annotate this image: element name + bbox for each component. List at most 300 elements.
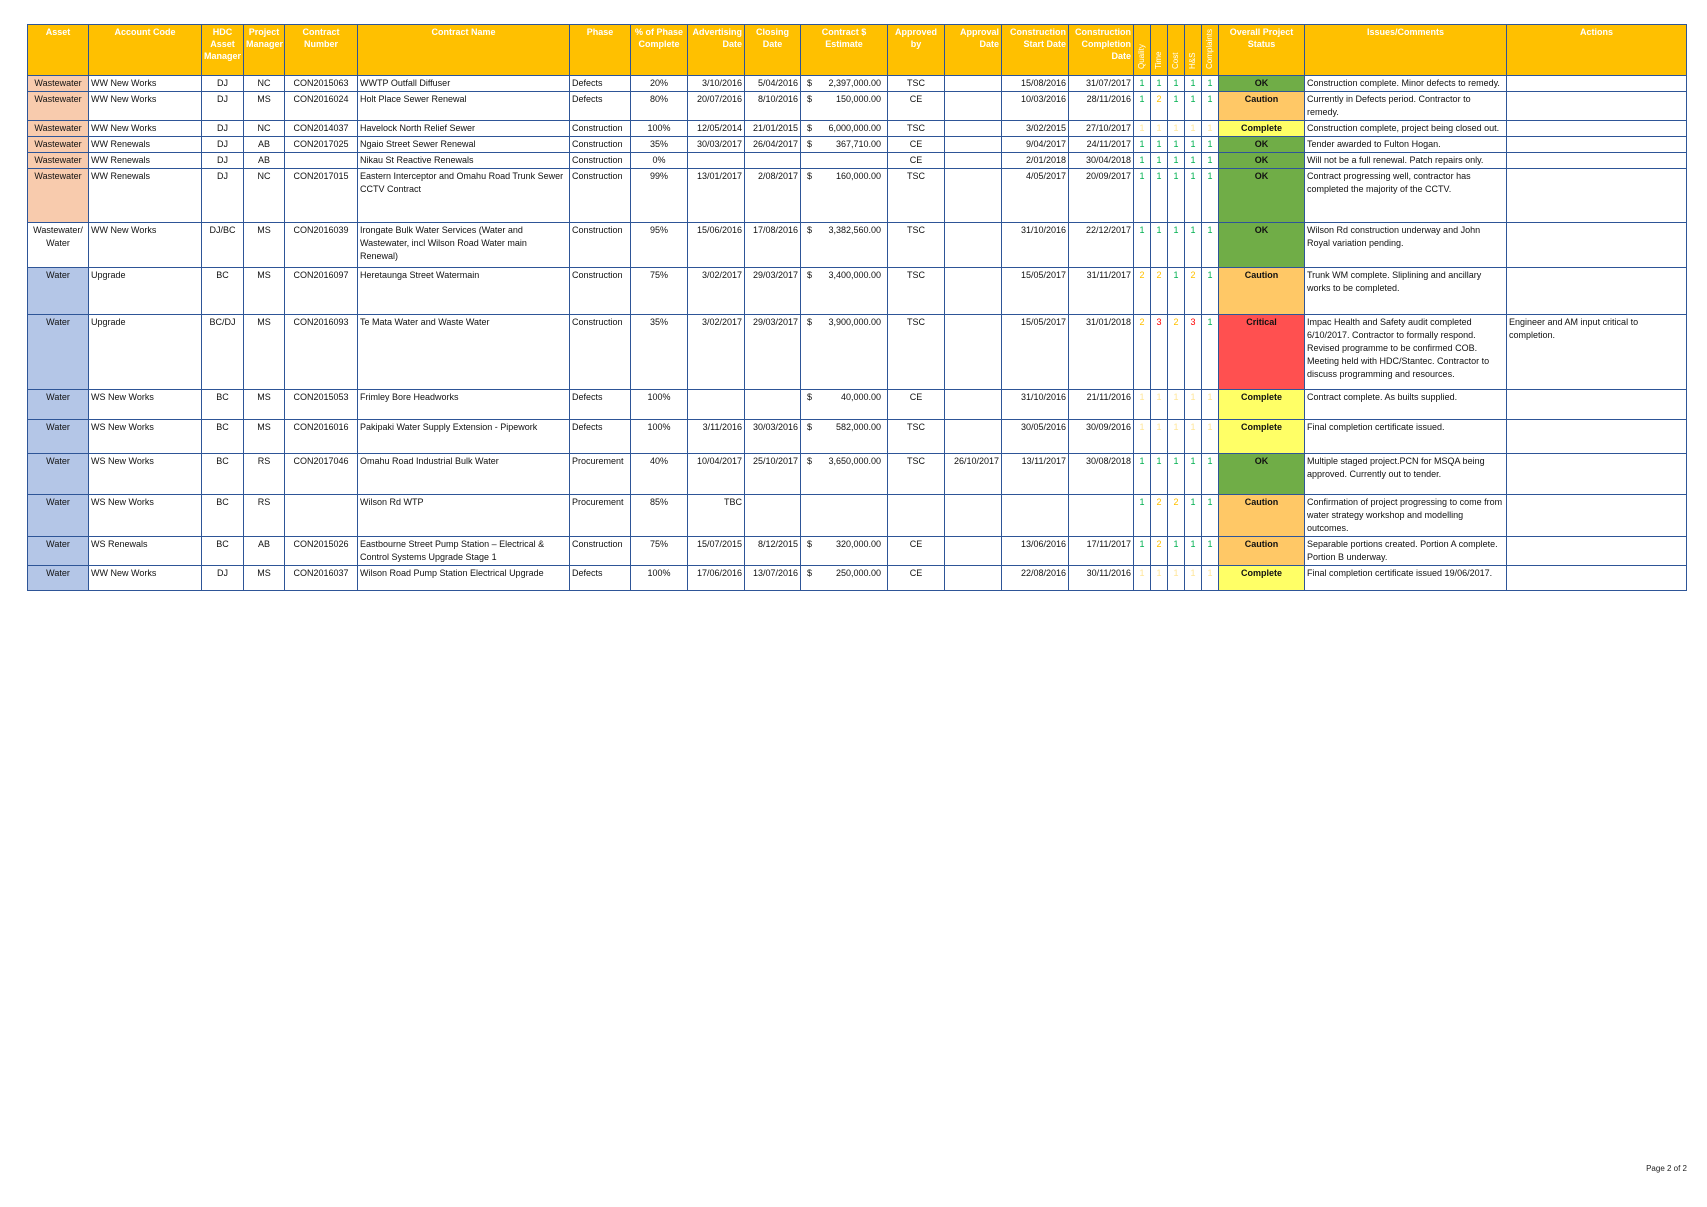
cell-issues: Wilson Rd construction underway and John Royal variation pending. <box>1305 223 1507 268</box>
col-contract-number: Contract Number <box>285 25 358 76</box>
cell-issues: Currently in Defects period. Contractor to remedy. <box>1305 92 1507 121</box>
cell-actions <box>1507 223 1687 268</box>
cell-construction-start: 9/04/2017 <box>1002 137 1069 153</box>
col-pct-complete: % of Phase Complete <box>631 25 688 76</box>
cell-construction-completion: 31/01/2018 <box>1069 315 1134 390</box>
cell-contract-estimate <box>801 153 888 169</box>
cell-advertising-date: 3/11/2016 <box>688 420 745 454</box>
cell-approval-date <box>945 169 1002 223</box>
rating-quality: 1 <box>1134 390 1151 420</box>
cell-phase: Construction <box>570 169 631 223</box>
rating-time: 1 <box>1151 153 1168 169</box>
cell-approved-by: TSC <box>888 76 945 92</box>
col-quality: Quality <box>1134 25 1151 76</box>
cell-asset: Wastewater <box>28 137 89 153</box>
rating-time: 1 <box>1151 420 1168 454</box>
cell-issues: Separable portions created. Portion A complete. Portion B underway. <box>1305 537 1507 566</box>
currency-symbol: $ <box>807 171 813 181</box>
rating-quality: 1 <box>1134 420 1151 454</box>
cell-approval-date <box>945 268 1002 315</box>
cell-contract-name: Omahu Road Industrial Bulk Water <box>358 454 570 495</box>
cell-asset: Wastewater <box>28 121 89 137</box>
currency-symbol: $ <box>807 456 813 466</box>
cell-approval-date <box>945 76 1002 92</box>
cell-contract-estimate <box>801 420 888 454</box>
cell-contract-name: Holt Place Sewer Renewal <box>358 92 570 121</box>
rating-time: 1 <box>1151 223 1168 268</box>
rating-complaints: 1 <box>1202 268 1219 315</box>
col-asset: Asset <box>28 25 89 76</box>
rating-cost: 1 <box>1168 223 1185 268</box>
cell-approval-date <box>945 315 1002 390</box>
rating-time: 3 <box>1151 315 1168 390</box>
rating-hs: 1 <box>1185 121 1202 137</box>
rating-complaints: 1 <box>1202 495 1219 537</box>
cell-hdc-asset-manager: BC/DJ <box>202 315 244 390</box>
table-row <box>28 454 1687 495</box>
col-contract-estimate: Contract $ Estimate <box>801 25 888 76</box>
cell-closing-date: 8/10/2016 <box>745 92 801 121</box>
cell-approval-date <box>945 495 1002 537</box>
cell-advertising-date: 15/07/2015 <box>688 537 745 566</box>
cell-construction-start: 22/08/2016 <box>1002 566 1069 591</box>
cell-pct-complete: 0% <box>631 153 688 169</box>
rating-time: 2 <box>1151 268 1168 315</box>
status-badge: Complete <box>1219 390 1305 420</box>
cell-issues: Construction complete, project being closed out. <box>1305 121 1507 137</box>
cell-asset: Wastewater <box>28 153 89 169</box>
rating-time: 1 <box>1151 137 1168 153</box>
rating-quality: 1 <box>1134 76 1151 92</box>
cell-contract-number: CON2016037 <box>285 566 358 591</box>
rating-cost: 1 <box>1168 121 1185 137</box>
cell-closing-date <box>745 153 801 169</box>
rating-quality: 1 <box>1134 121 1151 137</box>
cell-hdc-asset-manager: DJ/BC <box>202 223 244 268</box>
rating-quality: 1 <box>1134 169 1151 223</box>
cell-asset: Water <box>28 390 89 420</box>
estimate-value: 250,000.00 <box>835 568 881 578</box>
rating-cost: 1 <box>1168 537 1185 566</box>
cell-contract-number: CON2016016 <box>285 420 358 454</box>
cell-account-code: WW Renewals <box>89 153 202 169</box>
cell-contract-name: Eastbourne Street Pump Station – Electrical & Control Systems Upgrade Stage 1 <box>358 537 570 566</box>
cell-contract-name: Eastern Interceptor and Omahu Road Trunk Sewer CCTV Contract <box>358 169 570 223</box>
cell-actions <box>1507 566 1687 591</box>
status-badge: OK <box>1219 169 1305 223</box>
cell-phase: Construction <box>570 153 631 169</box>
cell-account-code: WW New Works <box>89 76 202 92</box>
cell-account-code: Upgrade <box>89 268 202 315</box>
cell-closing-date <box>745 495 801 537</box>
currency-symbol: $ <box>807 422 813 432</box>
rating-time: 1 <box>1151 169 1168 223</box>
cell-contract-name: Te Mata Water and Waste Water <box>358 315 570 390</box>
status-badge: Complete <box>1219 420 1305 454</box>
cell-approved-by: CE <box>888 92 945 121</box>
cell-project-manager: MS <box>244 420 285 454</box>
header-row <box>28 25 1687 76</box>
cell-construction-completion: 22/12/2017 <box>1069 223 1134 268</box>
cell-actions <box>1507 153 1687 169</box>
rating-cost: 1 <box>1168 153 1185 169</box>
currency-symbol: $ <box>807 317 813 327</box>
cell-construction-start: 15/05/2017 <box>1002 315 1069 390</box>
col-account-code: Account Code <box>89 25 202 76</box>
cell-closing-date: 8/12/2015 <box>745 537 801 566</box>
cell-account-code: WS New Works <box>89 454 202 495</box>
currency-symbol: $ <box>807 123 813 133</box>
cell-construction-completion: 30/08/2018 <box>1069 454 1134 495</box>
cell-actions: Engineer and AM input critical to completion. <box>1507 315 1687 390</box>
cell-contract-number: CON2016024 <box>285 92 358 121</box>
estimate-value: 2,397,000.00 <box>828 78 881 88</box>
cell-asset: Wastewater <box>28 169 89 223</box>
cell-account-code: WS New Works <box>89 390 202 420</box>
cell-pct-complete: 95% <box>631 223 688 268</box>
status-badge: OK <box>1219 76 1305 92</box>
cell-project-manager: MS <box>244 390 285 420</box>
cell-project-manager: RS <box>244 495 285 537</box>
col-closing-date: Closing Date <box>745 25 801 76</box>
cell-issues: Contract progressing well, contractor has completed the majority of the CCTV. <box>1305 169 1507 223</box>
table-row <box>28 315 1687 390</box>
cell-account-code: WS New Works <box>89 495 202 537</box>
table-row <box>28 495 1687 537</box>
cell-contract-estimate <box>801 169 888 223</box>
cell-hdc-asset-manager: DJ <box>202 566 244 591</box>
cell-pct-complete: 100% <box>631 566 688 591</box>
cell-approved-by: CE <box>888 566 945 591</box>
cell-account-code: WW New Works <box>89 223 202 268</box>
cell-construction-start: 30/05/2016 <box>1002 420 1069 454</box>
cell-approval-date <box>945 153 1002 169</box>
estimate-value: 40,000.00 <box>840 392 881 402</box>
cell-hdc-asset-manager: BC <box>202 495 244 537</box>
cell-contract-estimate <box>801 454 888 495</box>
cell-issues: Final completion certificate issued. <box>1305 420 1507 454</box>
cell-pct-complete: 40% <box>631 454 688 495</box>
cell-asset: Water <box>28 315 89 390</box>
cell-contract-name: WWTP Outfall Diffuser <box>358 76 570 92</box>
rating-complaints: 1 <box>1202 315 1219 390</box>
cell-project-manager: NC <box>244 169 285 223</box>
cell-advertising-date: 3/02/2017 <box>688 268 745 315</box>
cell-pct-complete: 100% <box>631 390 688 420</box>
cell-contract-number: CON2016093 <box>285 315 358 390</box>
cell-pct-complete: 75% <box>631 268 688 315</box>
rating-complaints: 1 <box>1202 76 1219 92</box>
cell-approved-by: CE <box>888 153 945 169</box>
table-row <box>28 268 1687 315</box>
cell-pct-complete: 20% <box>631 76 688 92</box>
col-phase: Phase <box>570 25 631 76</box>
col-project-manager: Project Manager <box>244 25 285 76</box>
rating-cost: 2 <box>1168 495 1185 537</box>
rating-cost: 1 <box>1168 137 1185 153</box>
rating-quality: 2 <box>1134 315 1151 390</box>
cell-closing-date: 2/08/2017 <box>745 169 801 223</box>
rating-complaints: 1 <box>1202 420 1219 454</box>
cell-advertising-date: 12/05/2014 <box>688 121 745 137</box>
cell-actions <box>1507 121 1687 137</box>
rating-complaints: 1 <box>1202 223 1219 268</box>
cell-account-code: WW New Works <box>89 121 202 137</box>
cell-contract-estimate <box>801 121 888 137</box>
rating-cost: 1 <box>1168 92 1185 121</box>
status-badge: Caution <box>1219 92 1305 121</box>
cell-approval-date <box>945 537 1002 566</box>
table-row <box>28 169 1687 223</box>
rating-hs: 1 <box>1185 420 1202 454</box>
cell-hdc-asset-manager: BC <box>202 537 244 566</box>
rating-quality: 1 <box>1134 137 1151 153</box>
rating-quality: 1 <box>1134 495 1151 537</box>
cell-approved-by: TSC <box>888 121 945 137</box>
rating-hs: 1 <box>1185 454 1202 495</box>
cell-approved-by: TSC <box>888 454 945 495</box>
cell-project-manager: MS <box>244 315 285 390</box>
cell-contract-estimate <box>801 537 888 566</box>
cell-contract-name: Wilson Road Pump Station Electrical Upgrade <box>358 566 570 591</box>
cell-closing-date: 29/03/2017 <box>745 315 801 390</box>
cell-project-manager: NC <box>244 121 285 137</box>
cell-contract-number: CON2015026 <box>285 537 358 566</box>
cell-approved-by <box>888 495 945 537</box>
cell-advertising-date: 15/06/2016 <box>688 223 745 268</box>
cell-contract-number <box>285 153 358 169</box>
cell-hdc-asset-manager: DJ <box>202 92 244 121</box>
cell-pct-complete: 35% <box>631 137 688 153</box>
cell-project-manager: RS <box>244 454 285 495</box>
table-body <box>28 76 1687 591</box>
col-construction-start: Construction Start Date <box>1002 25 1069 76</box>
rating-complaints: 1 <box>1202 169 1219 223</box>
cell-issues: Confirmation of project progressing to come from water strategy workshop and modelling outcomes. <box>1305 495 1507 537</box>
cell-project-manager: AB <box>244 153 285 169</box>
currency-symbol: $ <box>807 78 813 88</box>
table-row <box>28 92 1687 121</box>
cell-construction-start: 15/05/2017 <box>1002 268 1069 315</box>
col-construction-completion: Construction Completion Date <box>1069 25 1134 76</box>
status-badge: OK <box>1219 223 1305 268</box>
table-row <box>28 537 1687 566</box>
cell-advertising-date: TBC <box>688 495 745 537</box>
cell-approved-by: TSC <box>888 420 945 454</box>
estimate-value: 3,382,560.00 <box>828 225 881 235</box>
estimate-value: 3,400,000.00 <box>828 270 881 280</box>
rating-quality: 1 <box>1134 223 1151 268</box>
cell-closing-date: 5/04/2016 <box>745 76 801 92</box>
rating-hs: 1 <box>1185 566 1202 591</box>
cell-issues: Final completion certificate issued 19/06/2017. <box>1305 566 1507 591</box>
cell-phase: Defects <box>570 390 631 420</box>
cell-phase: Defects <box>570 566 631 591</box>
cell-phase: Defects <box>570 76 631 92</box>
cell-project-manager: NC <box>244 76 285 92</box>
cell-actions <box>1507 169 1687 223</box>
cell-contract-number: CON2015063 <box>285 76 358 92</box>
estimate-value: 582,000.00 <box>835 422 881 432</box>
rating-cost: 2 <box>1168 315 1185 390</box>
cell-approval-date <box>945 92 1002 121</box>
cell-issues: Will not be a full renewal. Patch repairs only. <box>1305 153 1507 169</box>
col-cost: Cost <box>1168 25 1185 76</box>
cell-issues: Multiple staged project.PCN for MSQA being approved. Currently out to tender. <box>1305 454 1507 495</box>
rating-hs: 1 <box>1185 390 1202 420</box>
rating-complaints: 1 <box>1202 566 1219 591</box>
cell-asset: Wastewater <box>28 76 89 92</box>
cell-actions <box>1507 390 1687 420</box>
cell-account-code: WW New Works <box>89 92 202 121</box>
col-actions: Actions <box>1507 25 1687 76</box>
rating-quality: 1 <box>1134 153 1151 169</box>
cell-contract-estimate <box>801 495 888 537</box>
rating-hs: 1 <box>1185 137 1202 153</box>
rating-hs: 1 <box>1185 92 1202 121</box>
table-row <box>28 223 1687 268</box>
cell-construction-completion: 30/04/2018 <box>1069 153 1134 169</box>
table-row <box>28 153 1687 169</box>
cell-hdc-asset-manager: BC <box>202 454 244 495</box>
cell-project-manager: MS <box>244 223 285 268</box>
rating-hs: 1 <box>1185 223 1202 268</box>
rating-time: 2 <box>1151 92 1168 121</box>
cell-contract-estimate <box>801 566 888 591</box>
cell-account-code: WW Renewals <box>89 169 202 223</box>
rating-hs: 1 <box>1185 495 1202 537</box>
col-overall-status: Overall Project Status <box>1219 25 1305 76</box>
cell-contract-number: CON2017046 <box>285 454 358 495</box>
status-badge: Critical <box>1219 315 1305 390</box>
cell-hdc-asset-manager: DJ <box>202 121 244 137</box>
cell-construction-completion: 30/09/2016 <box>1069 420 1134 454</box>
rating-quality: 2 <box>1134 268 1151 315</box>
cell-construction-start: 15/08/2016 <box>1002 76 1069 92</box>
cell-pct-complete: 80% <box>631 92 688 121</box>
cell-construction-start <box>1002 495 1069 537</box>
cell-construction-completion: 24/11/2017 <box>1069 137 1134 153</box>
cell-construction-completion: 27/10/2017 <box>1069 121 1134 137</box>
cell-contract-number: CON2016039 <box>285 223 358 268</box>
cell-contract-estimate <box>801 76 888 92</box>
table-row <box>28 420 1687 454</box>
rating-hs: 1 <box>1185 153 1202 169</box>
rating-hs: 1 <box>1185 169 1202 223</box>
rating-time: 2 <box>1151 495 1168 537</box>
rating-time: 1 <box>1151 121 1168 137</box>
cell-contract-number <box>285 495 358 537</box>
cell-approval-date <box>945 390 1002 420</box>
cell-approved-by: TSC <box>888 169 945 223</box>
cell-issues: Contract complete. As builts supplied. <box>1305 390 1507 420</box>
cell-closing-date: 29/03/2017 <box>745 268 801 315</box>
cell-asset: Water <box>28 454 89 495</box>
cell-contract-estimate <box>801 137 888 153</box>
table-row <box>28 390 1687 420</box>
rating-time: 1 <box>1151 454 1168 495</box>
status-badge: OK <box>1219 137 1305 153</box>
rating-time: 2 <box>1151 537 1168 566</box>
col-issues: Issues/Comments <box>1305 25 1507 76</box>
cell-pct-complete: 100% <box>631 121 688 137</box>
cell-approval-date <box>945 121 1002 137</box>
cell-closing-date: 25/10/2017 <box>745 454 801 495</box>
col-time: Time <box>1151 25 1168 76</box>
cell-approved-by: TSC <box>888 223 945 268</box>
currency-symbol: $ <box>807 94 813 104</box>
cell-closing-date <box>745 390 801 420</box>
cell-phase: Construction <box>570 268 631 315</box>
cell-construction-start: 4/05/2017 <box>1002 169 1069 223</box>
status-badge: Complete <box>1219 121 1305 137</box>
cell-advertising-date: 3/10/2016 <box>688 76 745 92</box>
cell-account-code: WW New Works <box>89 566 202 591</box>
cell-project-manager: MS <box>244 566 285 591</box>
cell-hdc-asset-manager: DJ <box>202 137 244 153</box>
status-badge: OK <box>1219 153 1305 169</box>
status-badge: OK <box>1219 454 1305 495</box>
status-badge: Complete <box>1219 566 1305 591</box>
table-row <box>28 121 1687 137</box>
status-badge: Caution <box>1219 495 1305 537</box>
cell-asset: Water <box>28 566 89 591</box>
cell-contract-name: Havelock North Relief Sewer <box>358 121 570 137</box>
cell-project-manager: MS <box>244 268 285 315</box>
cell-advertising-date: 13/01/2017 <box>688 169 745 223</box>
cell-account-code: Upgrade <box>89 315 202 390</box>
status-badge: Caution <box>1219 268 1305 315</box>
estimate-value: 150,000.00 <box>835 94 881 104</box>
cell-phase: Construction <box>570 121 631 137</box>
page-number: Page 2 of 2 <box>1646 1164 1687 1173</box>
cell-advertising-date <box>688 390 745 420</box>
estimate-value: 3,900,000.00 <box>828 317 881 327</box>
rating-cost: 1 <box>1168 390 1185 420</box>
cell-contract-name: Irongate Bulk Water Services (Water and Wastewater, incl Wilson Road Water main Renewal) <box>358 223 570 268</box>
rating-cost: 1 <box>1168 566 1185 591</box>
col-approval-date: Approval Date <box>945 25 1002 76</box>
col-advertising-date: Advertising Date <box>688 25 745 76</box>
currency-symbol: $ <box>807 539 813 549</box>
cell-contract-name: Heretaunga Street Watermain <box>358 268 570 315</box>
rating-time: 1 <box>1151 566 1168 591</box>
cell-construction-start: 10/03/2016 <box>1002 92 1069 121</box>
cell-pct-complete: 35% <box>631 315 688 390</box>
cell-construction-start: 13/11/2017 <box>1002 454 1069 495</box>
col-approved-by: Approved by <box>888 25 945 76</box>
cell-hdc-asset-manager: BC <box>202 268 244 315</box>
cell-issues: Impac Health and Safety audit completed 6/10/2017. Contractor to formally respond. Revised programme to be confirmed COB. Meeting held with HDC/Stantec. Contractor to discuss programming and resources. <box>1305 315 1507 390</box>
currency-symbol: $ <box>807 139 813 149</box>
project-status-table <box>27 24 1687 591</box>
estimate-value: 320,000.00 <box>835 539 881 549</box>
cell-contract-estimate <box>801 268 888 315</box>
cell-project-manager: AB <box>244 537 285 566</box>
cell-hdc-asset-manager: BC <box>202 390 244 420</box>
cell-phase: Construction <box>570 223 631 268</box>
estimate-value: 160,000.00 <box>835 171 881 181</box>
cell-approval-date <box>945 223 1002 268</box>
cell-account-code: WW Renewals <box>89 137 202 153</box>
cell-actions <box>1507 92 1687 121</box>
rating-complaints: 1 <box>1202 92 1219 121</box>
cell-contract-estimate <box>801 92 888 121</box>
table-row <box>28 566 1687 591</box>
currency-symbol: $ <box>807 225 813 235</box>
cell-approval-date <box>945 566 1002 591</box>
estimate-value: 367,710.00 <box>835 139 881 149</box>
